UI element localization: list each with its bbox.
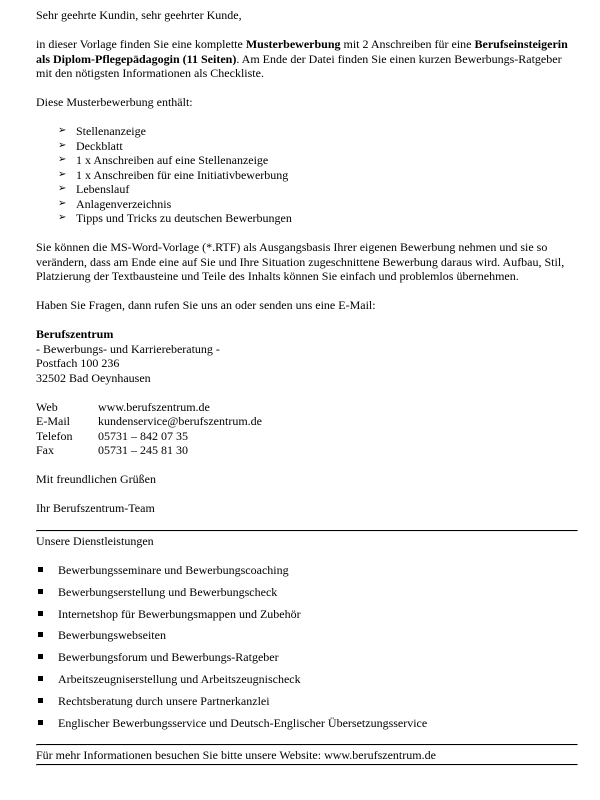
square-bullet-icon	[38, 654, 43, 659]
greeting: Sehr geehrte Kundin, sehr geehrter Kunde,	[36, 8, 242, 22]
contact-value[interactable]: kundenservice@berufszentrum.de	[98, 414, 262, 428]
list-item: ➢ 1 x Anschreiben für eine Initiativbewerbung	[58, 167, 289, 182]
questions-paragraph: Haben Sie Fragen, dann rufen Sie uns an oder senden uns eine E-Mail:	[36, 298, 376, 312]
signature: Ihr Berufszentrum-Team	[36, 501, 155, 515]
services-list	[36, 563, 576, 730]
divider	[36, 530, 578, 532]
contact-row-fax	[36, 443, 576, 458]
divider	[36, 744, 578, 746]
list-item: ➢ Deckblatt	[58, 138, 123, 153]
square-bullet-icon	[38, 632, 43, 637]
divider	[36, 764, 578, 766]
contact-row-web	[36, 400, 576, 415]
contact-row-phone	[36, 429, 576, 444]
contact-label: Web	[36, 399, 58, 414]
intro-bold-2: Berufseinsteigerin als Diplom-Pflegepädagogin (11 Seiten)	[36, 37, 568, 66]
list-item: ➢ Lebenslauf	[58, 182, 130, 196]
list-item: Englischer Bewerbungsservice und Deutsch-Englischer Übersetzungsservice	[36, 716, 576, 731]
list-item: Bewerbungswebseiten	[36, 628, 576, 643]
list-item: Arbeitszeugniserstellung und Arbeitszeugnischeck	[36, 672, 576, 687]
list-item: Rechtsberatung durch unsere Partnerkanzlei	[36, 694, 576, 709]
arrow-bullet-icon: ➢	[58, 168, 67, 180]
document-page	[36, 8, 576, 766]
arrow-bullet-icon: ➢	[58, 212, 67, 223]
contact-row-email	[36, 414, 576, 429]
list-item: ➢ Stellenanzeige	[58, 124, 146, 138]
usage-paragraph: Sie können die MS-Word-Vorlage (*.RTF) als Ausgangsbasis Ihrer eigenen Bewerbung nehmen und sie so verändern, dass am Ende eine auf Sie und Ihre Situation zugeschnittene Bewerbung daraus wird. Aufbau, Stil, Platzierung der Textbausteine und Teile des Inhalts können Sie einfach und problemlos übernehmen.	[36, 240, 565, 283]
intro-text-2: mit 2 Anschreiben für eine	[340, 37, 475, 51]
services-heading: Unsere Dienstleistungen	[36, 534, 154, 548]
company-name: Berufszentrum	[36, 327, 114, 341]
contents-list	[36, 124, 576, 226]
footer-text: Für mehr Informationen besuchen Sie bitte unsere Website: www.berufszentrum.de	[36, 748, 436, 763]
intro-text-3: . Am Ende der Datei finden Sie einen kurzen Bewerbungs-Ratgeber mit den nötigsten Informationen als Checkliste.	[36, 51, 562, 80]
list-item: Internetshop für Bewerbungsmappen und Zubehör	[36, 607, 576, 622]
list-item: Bewerbungserstellung und Bewerbungscheck	[36, 585, 576, 600]
contact-value: 05731 – 245 81 30	[98, 443, 188, 457]
contents-heading: Diese Musterbewerbung enthält:	[36, 95, 193, 109]
intro-paragraph	[36, 37, 576, 81]
contact-block	[36, 400, 576, 458]
square-bullet-icon	[38, 676, 43, 681]
city: 32502 Bad Oeynhausen	[36, 370, 151, 385]
arrow-bullet-icon: ➢	[58, 183, 67, 194]
square-bullet-icon	[38, 720, 43, 725]
arrow-bullet-icon: ➢	[58, 139, 67, 151]
postbox: Postfach 100 236	[36, 356, 120, 370]
list-item: ➢ 1 x Anschreiben auf eine Stellenanzeige	[58, 153, 269, 167]
list-item: ➢ Anlagenverzeichnis	[58, 196, 172, 211]
arrow-bullet-icon: ➢	[58, 154, 67, 165]
square-bullet-icon	[38, 589, 43, 594]
contact-value[interactable]: www.berufszentrum.de	[98, 399, 210, 414]
address-block	[36, 327, 576, 385]
company-subtitle: - Bewerbungs- und Karriereberatung -	[36, 341, 220, 356]
contact-label: Fax	[36, 443, 54, 457]
closing: Mit freundlichen Grüßen	[36, 472, 156, 486]
contact-value: 05731 – 842 07 35	[98, 428, 188, 443]
intro-text-1: in dieser Vorlage finden Sie eine komplette	[36, 37, 246, 51]
list-item: ➢ Tipps und Tricks zu deutschen Bewerbungen	[58, 211, 292, 225]
square-bullet-icon	[38, 567, 43, 572]
contact-label: Telefon	[36, 428, 73, 443]
intro-bold-1: Musterbewerbung	[245, 37, 341, 51]
list-item: Bewerbungsforum und Bewerbungs-Ratgeber	[36, 650, 576, 665]
contact-label: E-Mail	[36, 414, 70, 428]
arrow-bullet-icon: ➢	[58, 197, 67, 209]
arrow-bullet-icon: ➢	[58, 125, 67, 136]
list-item: Bewerbungsseminare und Bewerbungscoaching	[36, 563, 576, 578]
square-bullet-icon	[38, 611, 43, 616]
square-bullet-icon	[38, 698, 43, 703]
